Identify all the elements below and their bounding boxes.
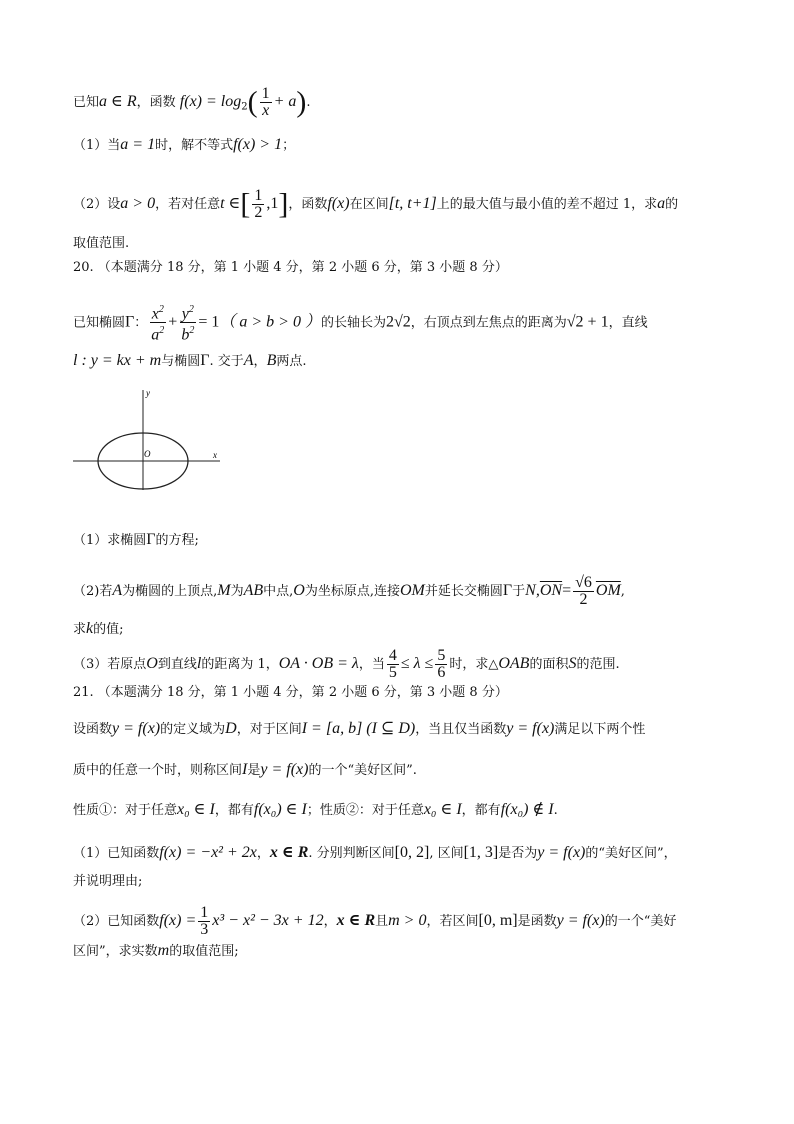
p19-q1: （1）当a = 1时，解不等式f(x) > 1； xyxy=(73,136,296,153)
p20-q2-line2: 求k的值; xyxy=(73,620,124,637)
y-axis-label: y xyxy=(146,388,150,398)
p21-header: 21. （本题满分 18 分，第 1 小题 4 分，第 2 小题 6 分，第 3 小题 8 分） xyxy=(73,685,508,700)
ellipse-figure xyxy=(68,384,228,494)
x-axis-label: x xyxy=(213,450,217,460)
p21-q1-line2: 并说明理由; xyxy=(73,874,143,889)
origin-label: O xyxy=(144,449,151,459)
p20-header: 20. （本题满分 18 分，第 1 小题 4 分，第 2 小题 6 分，第 3 小题 8 分） xyxy=(73,260,508,275)
frac-sqrt6-2: $\frac{√6}{2}$ xyxy=(575,574,592,608)
p21-q1: （1）已知函数f(x) = −x² + 2x，x ∈ R. 分别判断区间[0, 2], 区间[1, 3]是否为y = f(x)的“美好区间”， xyxy=(73,844,677,861)
frac-5-6: $\frac{5}{6}$ xyxy=(437,647,446,681)
frac-x2-a2: $\frac{x^2}{a^2}$ xyxy=(151,304,165,344)
p20-q2: （2)若A为椭圆的上顶点,M为AB中点,O为坐标原点,连接OM并延长交椭圆Γ于$N,\overline{ON}=$ $\frac{√6}{2}$ $\overline{OM}$, xyxy=(73,574,625,608)
frac-1-over-2: $\frac{1}{2}$ xyxy=(254,187,263,221)
frac-1-over-x: $\frac{1}{x}$ xyxy=(261,85,270,119)
p19-intro: 已知a ∈ R，函数 $f(x) = \log_2$( $\frac{1}{x}$ + a). xyxy=(73,85,311,119)
p21-properties: 性质①：对于任意x₀ ∈ I，都有f(x₀) ∈ I；性质②：对于任意x₀ ∈ I，都有f(x₀) ∉ I. xyxy=(73,801,558,818)
p21-q2: （2）已知函数f(x) = $\frac{1}{3}$ x³ − x² − 3x + 12，x ∈ R且m > 0，若区间[0, m]是函数y = f(x)的一个“美好 xyxy=(73,904,677,938)
p21-intro: 设函数y = f(x)的定义域为D，对于区间I = [a, b] (I ⊆ D)，当且仅当函数y = f(x)满足以下两个性 xyxy=(73,720,646,737)
p21-intro-line2: 质中的任意一个时，则称区间I是y = f(x)的一个“美好区间”. xyxy=(73,761,417,778)
p20-q1: （1）求椭圆Γ的方程; xyxy=(73,531,199,548)
frac-y2-b2: $\frac{y^2}{b^2}$ xyxy=(181,304,195,344)
frac-4-5: $\frac{4}{5}$ xyxy=(388,647,397,681)
p20-q3: （3）若原点O到直线l的距离为 1，OA · OB = λ，当 $\frac{4}{5}$ ≤ λ ≤ $\frac{5}{6}$ 时，求△OAB的面积S的范围. xyxy=(73,647,620,681)
p20-intro-line2: l : y = kx + m与椭圆Γ. 交于A，B两点. xyxy=(73,352,307,369)
frac-1-3: $\frac{1}{3}$ xyxy=(200,904,209,938)
p21-q2-line2: 区间”，求实数m的取值范围; xyxy=(73,942,239,959)
p19-q2-line2: 取值范围. xyxy=(73,236,130,251)
paren-left: ( xyxy=(247,85,258,119)
p20-intro: 已知椭圆Γ： $\frac{x^2}{a^2}$ + $\frac{y^2}{b^2}$ = 1（ a > b > 0 ）的长轴长为2√2，右顶点到左焦点的距离为√2 + 1，直线 xyxy=(73,304,648,344)
p19-q2: （2）设a > 0，若对任意t ∈[ $\frac{1}{2}$ ,1]，函数f(x)在区间[t, t+1]上的最大值与最小值的差不超过 1，求a的 xyxy=(73,187,679,221)
paren-right: ) xyxy=(296,85,307,119)
